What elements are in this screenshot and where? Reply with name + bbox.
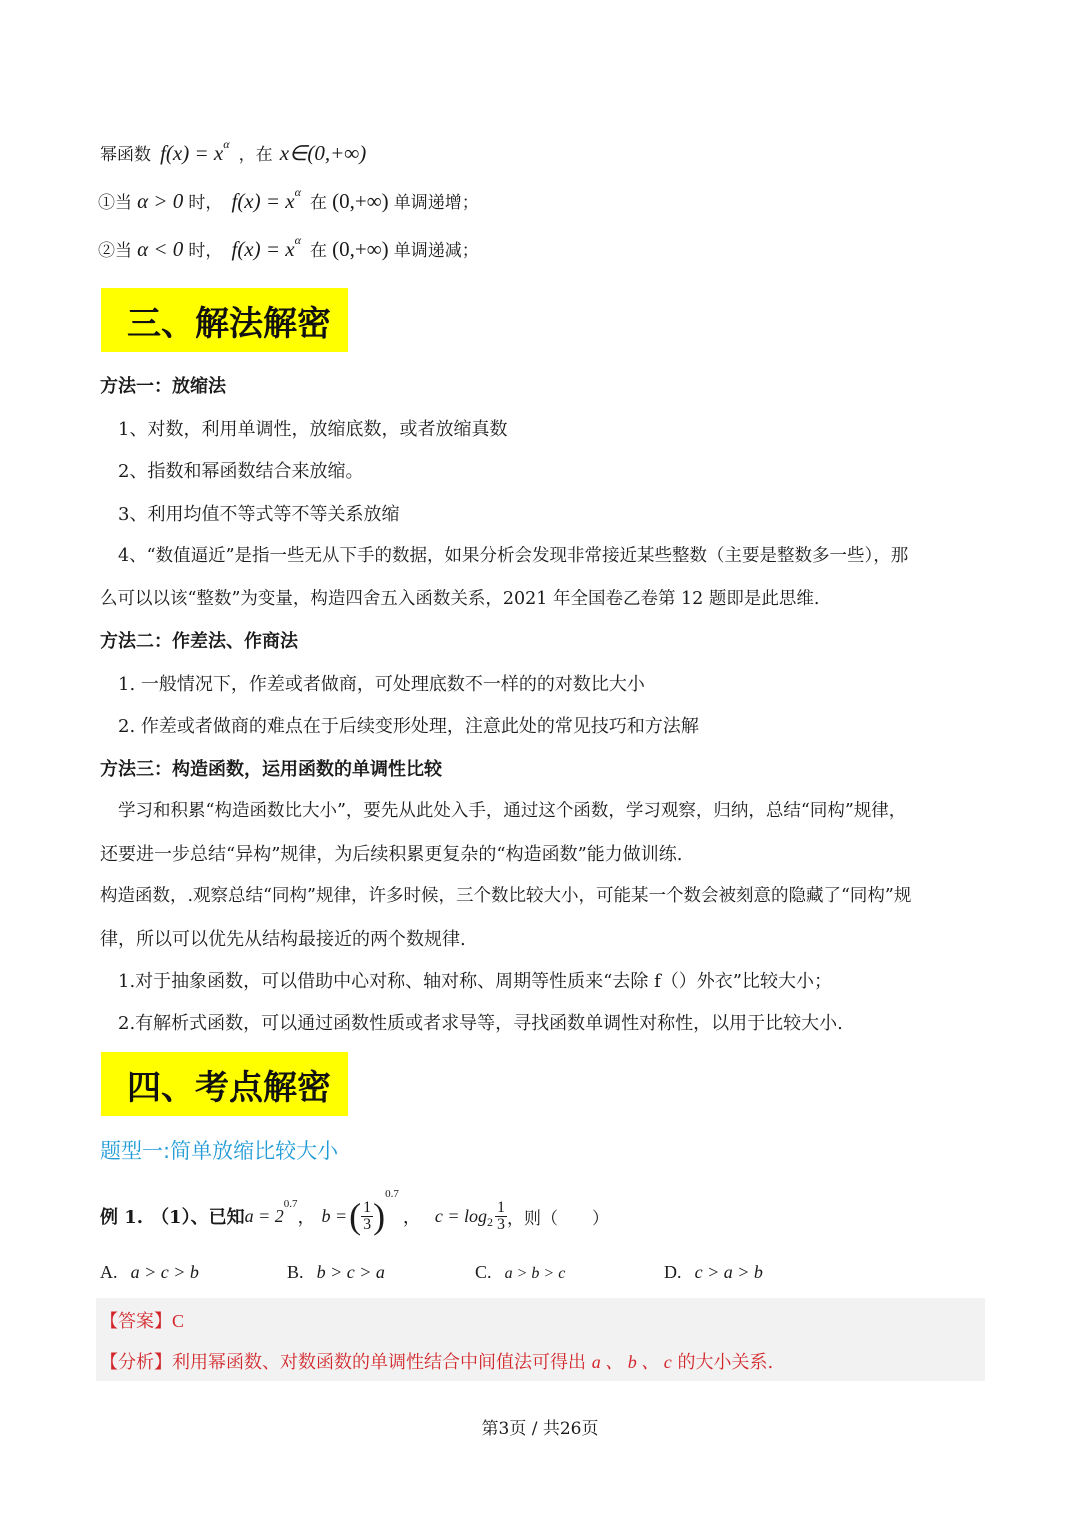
method3-line: 律，所以可以优先从结构最接近的两个数规律.	[100, 929, 466, 950]
b-paren-open: (	[349, 1196, 362, 1236]
case2-interval: (0,+∞)	[332, 237, 389, 261]
method1-item: 4、“数值逼近”是指一些无从下手的数据，如果分析会发现非常接近某些整数（主要是整数多一些），那	[118, 546, 909, 566]
method3-line: 学习和积累“构造函数比大小”，要先从此处入手，通过这个函数，学习观察，归纳，总结“同构”规律，	[118, 801, 907, 821]
b-lhs: b =	[321, 1205, 348, 1226]
option-expr: c > a > b	[694, 1262, 763, 1282]
b-fraction	[361, 1200, 373, 1233]
method1-item: 么可以以该“整数”为变量，构造四舍五入函数关系，2021 年全国卷乙卷第 12 题即是此思维.	[100, 589, 820, 609]
power-function-intro	[100, 137, 367, 166]
c-denominator: 3	[497, 1215, 506, 1233]
case2-exponent: α	[294, 233, 301, 247]
method3-line: 构造函数，.观察总结“同构”规律，许多时候，三个数比较大小，可能某一个数会被刻意的隐藏了“同构”规	[100, 886, 912, 906]
method3-line: 1.对于抽象函数，可以借助中心对称、轴对称、周期等性质来“去除 f（）外衣”比较大小；	[118, 971, 832, 992]
c-base: 2	[487, 1214, 494, 1229]
case1-exponent: α	[294, 185, 301, 199]
option-expr: a > c > b	[130, 1262, 199, 1282]
case2-prefix: ②当	[98, 241, 132, 261]
answer-line	[100, 1307, 184, 1333]
section3-banner-text: 三、解法解密	[127, 303, 331, 344]
method1-title: 方法一：放缩法	[100, 376, 226, 397]
option-letter: C.	[475, 1262, 492, 1282]
option-a[interactable]	[100, 1262, 199, 1283]
case1-in: 在	[310, 193, 328, 213]
analysis-text: 利用幂函数、对数函数的单调性结合中间值法可得出	[172, 1352, 586, 1373]
case2-result: 单调递减；	[393, 241, 479, 261]
method3-line: 还要进一步总结“异构”规律，为后续积累更复杂的“构造函数”能力做训练.	[100, 844, 683, 865]
option-expr: a > b > c	[504, 1265, 566, 1282]
option-letter: B.	[287, 1262, 304, 1282]
analysis-tail: 的大小关系.	[677, 1352, 774, 1373]
example-label: 例 1.	[100, 1207, 144, 1228]
example-part: （1）、已知	[151, 1207, 245, 1228]
a-expression: a = 2	[244, 1205, 284, 1226]
c-fraction	[495, 1200, 507, 1233]
method1-item: 3、利用均值不等式等不等关系放缩	[118, 504, 400, 525]
case2-in: 在	[310, 241, 328, 261]
option-b[interactable]	[287, 1262, 385, 1283]
c-numerator: 1	[497, 1198, 506, 1216]
comma-1: ，	[297, 1207, 316, 1228]
comma-2: ，	[402, 1207, 421, 1228]
example-tail: ，则（ ）	[507, 1208, 610, 1229]
page-number: 第3页 / 共26页	[481, 1419, 599, 1439]
page-footer	[0, 1414, 1080, 1439]
case2-formula: f(x) = x	[231, 237, 295, 261]
b-denominator: 3	[363, 1215, 372, 1233]
option-letter: A.	[100, 1262, 118, 1282]
section4-banner	[101, 1052, 348, 1116]
intro-formula: f(x) = x	[160, 141, 224, 165]
case1-mid: 时，	[188, 193, 223, 213]
method3-line: 2.有解析式函数，可以通过函数性质或者求导等，寻找函数单调性对称性，以用于比较大小.	[118, 1013, 843, 1034]
intro-sep: ，在	[238, 145, 273, 165]
b-numerator: 1	[363, 1198, 372, 1216]
analysis-vars: a 、 b 、 c	[591, 1352, 672, 1372]
power-case-2	[98, 233, 479, 262]
intro-domain: x∈(0,+∞)	[279, 141, 367, 165]
method3-title: 方法三：构造函数，运用函数的单调性比较	[100, 759, 442, 780]
example-1	[100, 1186, 609, 1246]
power-case-1	[98, 185, 479, 214]
method2-item: 2. 作差或者做商的难点在于后续变形处理，注意此处的常见技巧和方法解	[118, 716, 699, 737]
option-d[interactable]	[664, 1262, 763, 1283]
case2-condition: α < 0	[137, 237, 184, 261]
method1-item: 1、对数，利用单调性，放缩底数，或者放缩真数	[118, 419, 508, 440]
method2-item: 1. 一般情况下，作差或者做商，可处理底数不一样的的对数比大小	[118, 674, 645, 695]
case1-result: 单调递增；	[393, 193, 479, 213]
case1-prefix: ①当	[98, 193, 132, 213]
type1-heading: 题型一:简单放缩比较大小	[100, 1139, 339, 1163]
b-exponent: 0.7	[385, 1188, 399, 1200]
a-exponent: 0.7	[283, 1198, 298, 1210]
option-letter: D.	[664, 1262, 682, 1282]
method2-title: 方法二：作差法、作商法	[100, 631, 298, 652]
intro-exponent: α	[223, 137, 230, 151]
case2-mid: 时，	[188, 241, 223, 261]
option-c[interactable]	[475, 1262, 565, 1283]
case1-interval: (0,+∞)	[332, 189, 389, 213]
b-paren-close: )	[373, 1196, 386, 1236]
option-expr: b > c > a	[316, 1262, 385, 1282]
section4-banner-text: 四、考点解密	[127, 1067, 331, 1108]
method1-item: 2、指数和幂函数结合来放缩。	[118, 461, 364, 482]
answer-label: 【答案】	[100, 1311, 172, 1332]
c-lhs: c = log	[434, 1205, 488, 1226]
intro-label: 幂函数	[100, 145, 151, 165]
analysis-line	[100, 1348, 773, 1374]
case1-formula: f(x) = x	[231, 189, 295, 213]
answer-value: C	[172, 1311, 185, 1331]
case1-condition: α > 0	[137, 189, 184, 213]
section3-banner	[101, 288, 348, 352]
analysis-label: 【分析】	[100, 1352, 172, 1373]
